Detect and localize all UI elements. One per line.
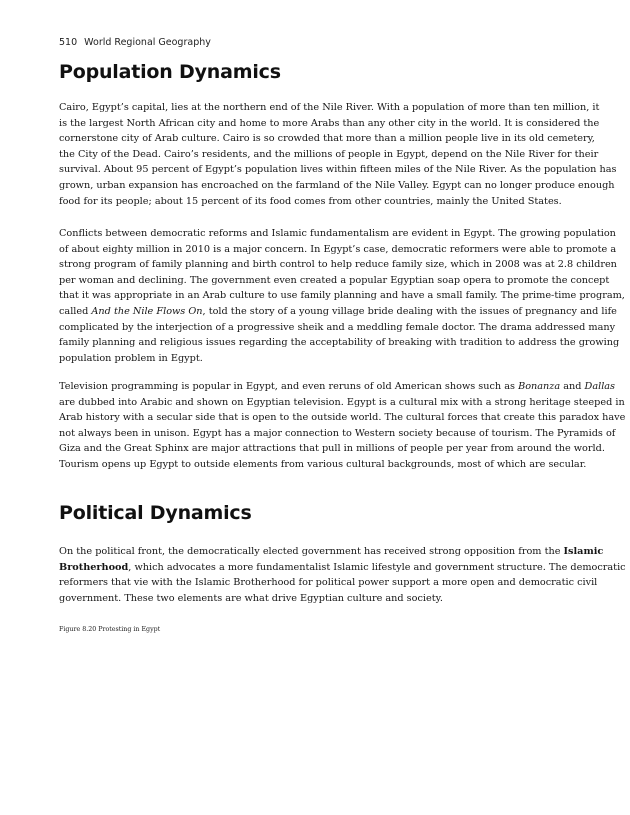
- figure-caption: Figure 8.20 Protesting in Egypt: [59, 626, 161, 633]
- running-head: [59, 37, 211, 48]
- text-run: , which advocates a more fundamentalist Islamic lifestyle and government structure. The democratic: [128, 561, 626, 573]
- paragraph-line: food for its people; about 15 percent of its food comes from other countries, mainly the United States.: [59, 195, 562, 207]
- paragraph-conflicts: [59, 226, 625, 366]
- paragraph-line: strong program of family planning and birth control to help reduce family size, which in 2008 was at 2.8 children: [59, 259, 617, 271]
- paragraph-line: [59, 560, 626, 576]
- text-run: On the political front, the democratically elected government has received strong opposition from the: [59, 546, 564, 557]
- show-title-bonanza: Bonanza: [518, 381, 561, 392]
- paragraph-line: reformers that vie with the Islamic Brotherhood for political power support a more open and democratic civil: [59, 577, 598, 589]
- book-title: World Regional Geography: [84, 37, 211, 48]
- paragraph-line: per woman and declining. The government even created a popular Egyptian soap opera to promote the concept: [59, 274, 610, 286]
- paragraph-line: is the largest North African city and home to more Arabs than any other city in the world. It is considered the: [59, 117, 600, 129]
- paragraph-line: population problem in Egypt.: [59, 352, 203, 364]
- paragraph-line: Conflicts between democratic reforms and Islamic fundamentalism are evident in Egypt. The growing population: [59, 228, 616, 239]
- paragraph-line: Tourism opens up Egypt to outside elements from various cultural backgrounds, most of which are secular.: [59, 458, 587, 470]
- paragraph-cairo: [59, 100, 617, 209]
- paragraph-line: government. These two elements are what drive Egyptian culture and society.: [59, 592, 443, 604]
- paragraph-line: the City of the Dead. Cairo’s residents, and the millions of people in Egypt, depend on the Nile River for their: [59, 148, 599, 160]
- paragraph-political: [59, 544, 626, 606]
- paragraph-line: grown, urban expansion has encroached on the farmland of the Nile Valley. Egypt can no longer produce enough: [59, 179, 615, 191]
- show-title-dallas: Dallas: [584, 381, 616, 392]
- page-number: 510: [59, 37, 78, 48]
- key-term-islamic: Islamic: [563, 546, 604, 557]
- paragraph-line: survival. About 95 percent of Egypt’s population lives within fifteen miles of the Nile River. As the population has: [59, 164, 617, 176]
- paragraph-line: [59, 379, 616, 395]
- document-page: [59, 0, 626, 815]
- paragraph-line: that it was appropriate in an Arab culture to use family planning and have a small family. The prime-time program,: [59, 290, 625, 302]
- paragraph-television: [59, 379, 626, 473]
- paragraph-line: [59, 304, 617, 320]
- text-run: Television programming is popular in Egypt, and even reruns of old American shows such as: [59, 381, 519, 392]
- paragraph-line: of about eighty million in 2010 is a major concern. In Egypt’s case, democratic reformers were able to promote a: [59, 243, 617, 255]
- section-heading-population-dynamics: Population Dynamics: [59, 61, 281, 83]
- text-run: and: [560, 381, 585, 392]
- paragraph-line: [59, 544, 604, 560]
- paragraph-line: cornerstone city of Arab culture. Cairo is so crowded that more than a million people live in its old cemetery,: [59, 133, 595, 145]
- paragraph-line: Arab history with a secular side that is open to the outside world. The cultural forces that create this paradox have: [59, 412, 626, 424]
- soap-opera-title: And the Nile Flows On: [91, 305, 203, 317]
- paragraph-line: not always been in unison. Egypt has a major connection to Western society because of tourism. The Pyramids of: [59, 427, 616, 439]
- text-run: , told the story of a young village bride dealing with the issues of pregnancy and life: [202, 305, 617, 317]
- paragraph-line: complicated by the interjection of a progressive sheik and a meddling female doctor. The drama addressed many: [59, 321, 616, 333]
- paragraph-line: family planning and religious issues regarding the acceptability of breaking with tradition to address the growing: [59, 337, 620, 349]
- paragraph-line: Cairo, Egypt’s capital, lies at the northern end of the Nile River. With a population of more than ten million, it: [59, 102, 600, 113]
- paragraph-line: are dubbed into Arabic and shown on Egyptian television. Egypt is a cultural mix with a strong heritage steeped in: [59, 396, 625, 408]
- section-heading-political-dynamics: Political Dynamics: [59, 502, 252, 524]
- key-term-brotherhood: Brotherhood: [59, 561, 129, 573]
- paragraph-line: Giza and the Great Sphinx are major attractions that pull in millions of people per year from around the world.: [59, 443, 605, 455]
- text-run: called: [59, 305, 92, 317]
